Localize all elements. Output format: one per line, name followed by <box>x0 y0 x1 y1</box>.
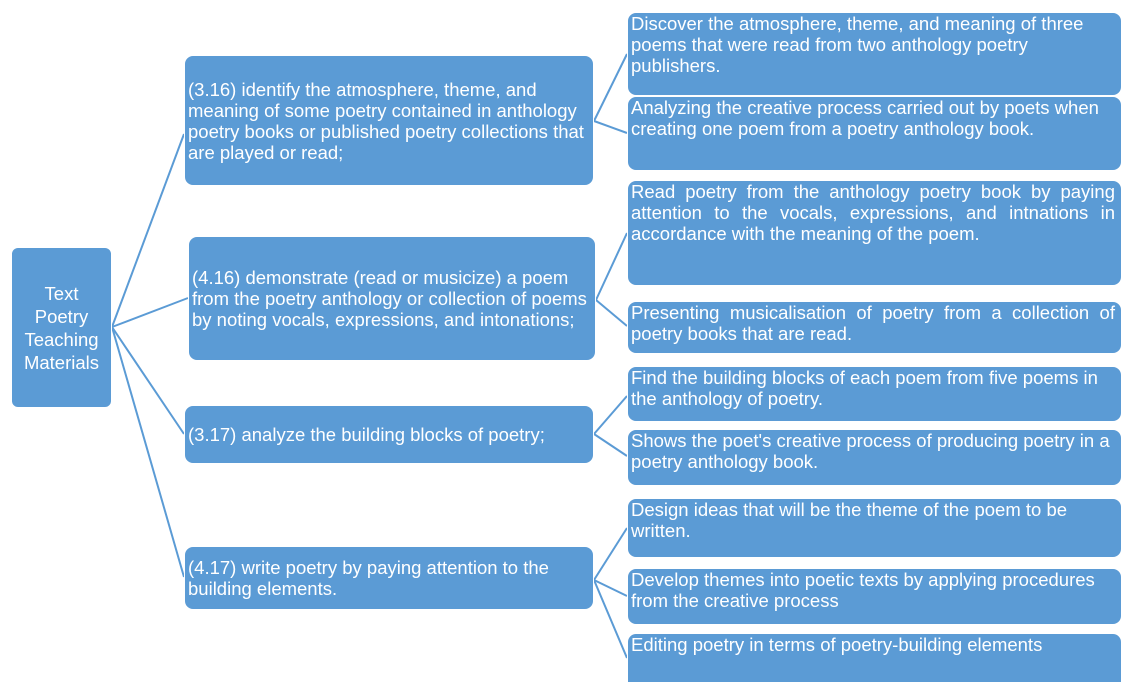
objective-text: (4.17) write poetry by paying attention to the building elements. <box>188 557 549 599</box>
connector-root-objective-1 <box>112 134 184 327</box>
root-label-line: Teaching <box>24 328 99 350</box>
connector-objective-1-indicator-1 <box>594 54 627 121</box>
connector-objective-3-indicator-1 <box>594 396 627 434</box>
connector-objective-3-indicator-2 <box>594 434 627 456</box>
indicator-node <box>627 180 1122 286</box>
indicator-node <box>627 12 1122 96</box>
indicator-text: Editing poetry in terms of poetry-building elements <box>631 634 1043 655</box>
indicator-node <box>627 429 1122 486</box>
root-label-line: Materials <box>23 351 100 373</box>
indicator-text: Find the building blocks of each poem from five poems in the anthology of poetry. <box>631 367 1098 409</box>
objective-node-4-17 <box>184 546 594 610</box>
objective-node-3-16 <box>184 55 594 186</box>
indicator-node <box>627 633 1122 683</box>
connector-root-objective-3 <box>112 327 184 434</box>
objective-text: (4.16) demonstrate (read or musicize) a poem from the poetry anthology or collection of poems by noting vocals, expressions, and intonations; <box>192 267 587 330</box>
root-label-line: Text <box>44 282 79 304</box>
indicator-text: Analyzing the creative process carried out by poets when creating one poem from a poetry anthology book. <box>631 97 1099 139</box>
connector-objective-1-indicator-2 <box>594 121 627 133</box>
connector-objective-2-indicator-2 <box>596 300 627 326</box>
connector-objective-4-indicator-1 <box>594 528 627 580</box>
root-label-line: Poetry <box>34 305 89 327</box>
root-label <box>24 282 99 374</box>
indicator-node <box>627 568 1122 625</box>
indicator-text: Design ideas that will be the theme of the poem to be written. <box>631 499 1068 541</box>
connector-objective-2-indicator-1 <box>596 233 627 300</box>
indicator-text: Shows the poet's creative process of producing poetry in a poetry anthology book. <box>631 430 1110 472</box>
indicator-node <box>627 301 1122 354</box>
indicator-node <box>627 96 1122 171</box>
connector-root-objective-4 <box>112 327 184 577</box>
connector-objective-4-indicator-3 <box>594 580 627 658</box>
objective-node-4-16 <box>188 236 596 361</box>
objective-node-3-17 <box>184 405 594 464</box>
objective-text: (3.16) identify the atmosphere, theme, and meaning of some poetry contained in anthology poetry books or published poetry collections that are played or read; <box>188 78 584 163</box>
indicator-text: Discover the atmosphere, theme, and meaning of three poems that were read from two anthology poetry publishers. <box>631 13 1084 76</box>
root-node <box>11 247 112 408</box>
connector-root-objective-2 <box>112 298 188 327</box>
indicator-node <box>627 498 1122 558</box>
indicator-text: Develop themes into poetic texts by applying procedures from the creative process <box>631 569 1095 611</box>
indicator-text: Presenting musicalisation of poetry from a collection of poetry books that are read. <box>631 302 1115 344</box>
objective-text: (3.17) analyze the building blocks of poetry; <box>188 424 545 445</box>
indicator-text: Read poetry from the anthology poetry book by paying attention to the vocals, expressions, and intnations in accordance with the meaning of the poem. <box>631 181 1115 244</box>
indicator-node <box>627 366 1122 422</box>
